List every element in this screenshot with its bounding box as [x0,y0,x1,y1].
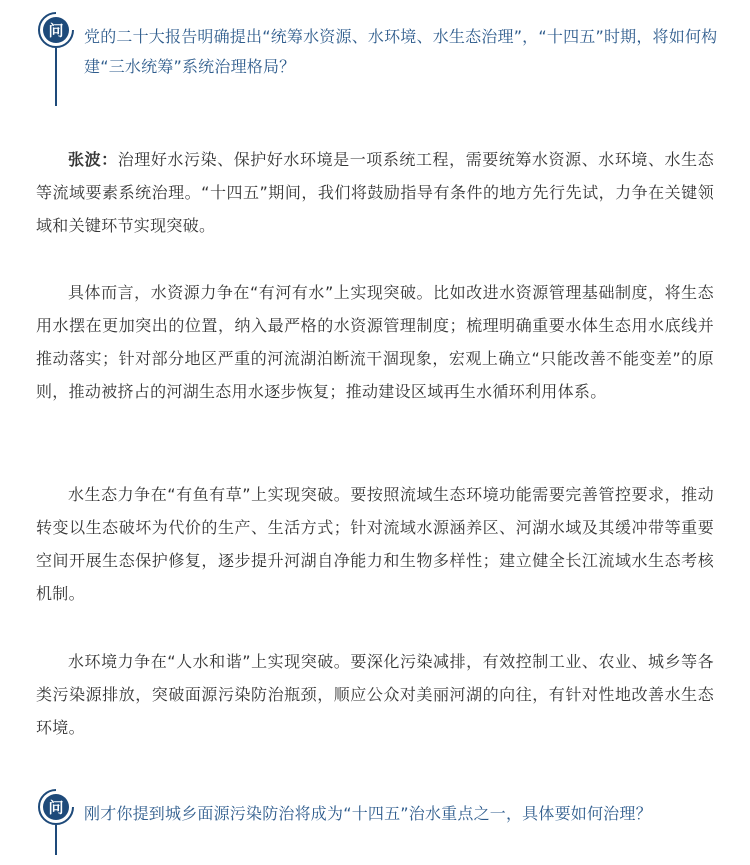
answer-paragraph-4: 水环境力争在“人水和谐”上实现突破。要深化污染减排，有效控制工业、农业、城乡等各类污染源排放，突破面源污染防治瓶颈，顺应公众对美丽河湖的向往，有针对性地改善水生态环境。 [36,652,714,737]
answer-paragraph-2: 具体而言，水资源力争在“有河有水”上实现突破。比如改进水资源管理基础制度，将生态用水摆在更加突出的位置，纳入最严格的水资源管理制度；梳理明确重要水体生态用水底线并推动落实；针对部分地区严重的河流湖泊断流干涸现象，宏观上确立“只能改善不能变差”的原则，推动被挤占的河湖生态用水逐步恢复；推动建设区域再生水循环利用体系。 [36,283,714,401]
answer-paragraph-1 [36,143,714,242]
question-badge-icon [36,10,76,50]
question-badge-icon [36,787,76,827]
answer-paragraph-1-text: 治理好水污染、保护好水环境是一项系统工程，需要统筹水资源、水环境、水生态等流域要素系统治理。“十四五”期间，我们将鼓励指导有条件的地方先行先试，力争在关键领域和关键环节实现突破。 [36,150,714,235]
question-line-decoration [55,825,57,855]
question-badge-char: 问 [48,21,64,40]
question-badge-char: 问 [48,798,64,817]
question-text: 刚才你提到城乡面源污染防治将成为“十四五”治水重点之一，具体要如何治理？ [84,804,652,823]
speaker-name: 张波： [68,150,118,169]
question-line-decoration [55,48,57,106]
answer-paragraph-3: 水生态力争在“有鱼有草”上实现突破。要按照流域生态环境功能需要完善管控要求，推动转变以生态破坏为代价的生产、生活方式；针对流域水源涵养区、河湖水域及其缓冲带等重要空间开展生态保护修复，逐步提升河湖自净能力和生物多样性；建立健全长江流域水生态考核机制。 [36,485,714,603]
question-text: 党的二十大报告明确提出“统筹水资源、水环境、水生态治理”，“十四五”时期，将如何构建“三水统筹”系统治理格局？ [84,27,718,76]
